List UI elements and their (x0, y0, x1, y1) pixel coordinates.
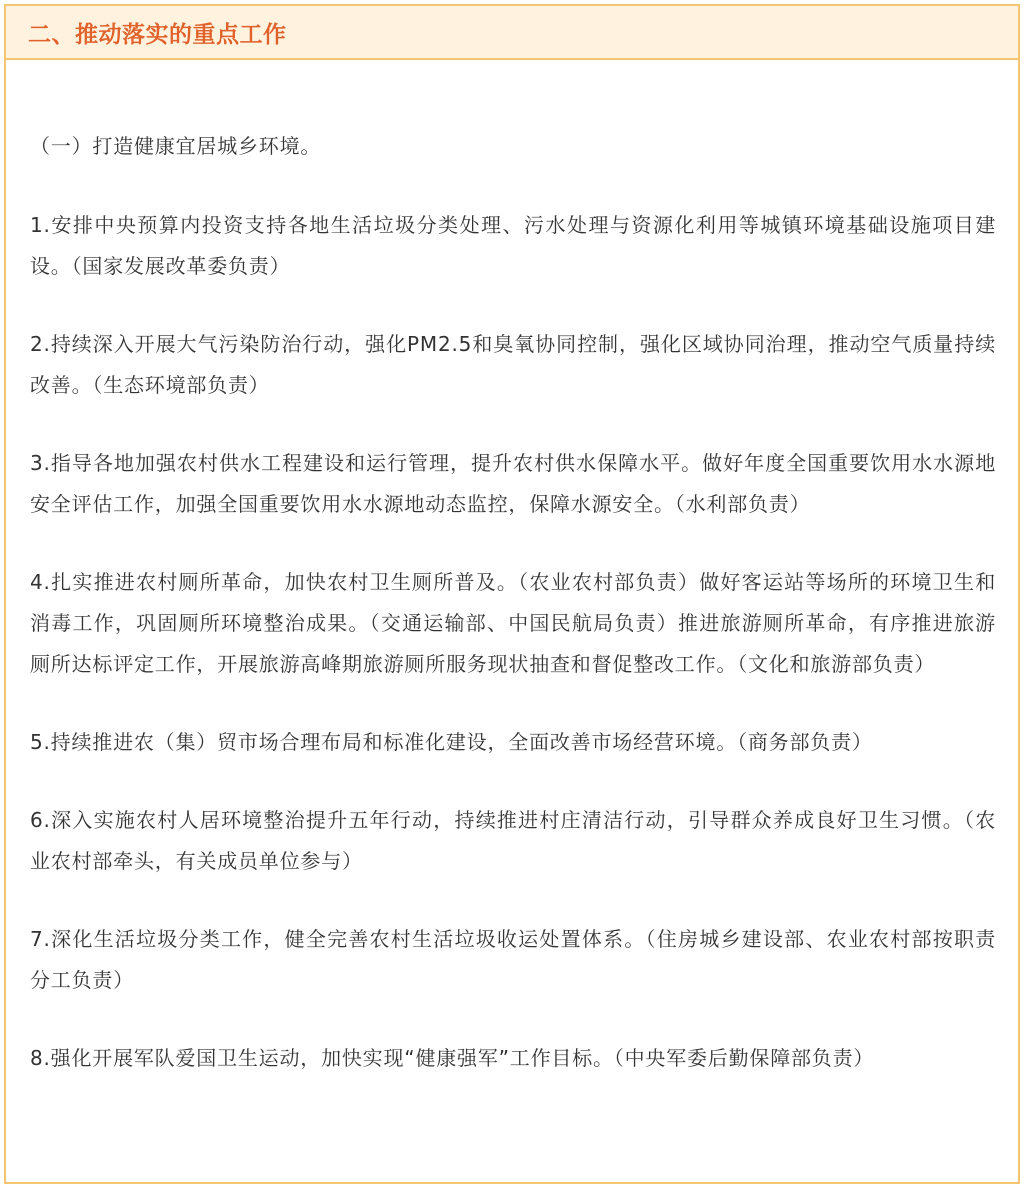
list-item-3: 3.指导各地加强农村供水工程建设和运行管理，提升农村供水保障水平。做好年度全国重要饮用水水源地安全评估工作，加强全国重要饮用水水源地动态监控，保障水源安全。（水利部负责） (30, 451, 996, 516)
section-title: 二、推动落实的重点工作 (28, 21, 287, 48)
list-item-4: 4.扎实推进农村厕所革命，加快农村卫生厕所普及。（农业农村部负责）做好客运站等场所的环境卫生和消毒工作，巩固厕所环境整治成果。（交通运输部、中国民航局负责）推进旅游厕所革命，有序推进旅游厕所达标评定工作，开展旅游高峰期旅游厕所服务现状抽查和督促整改工作。（文化和旅游部负责） (30, 570, 996, 676)
list-item-6: 6.深入实施农村人居环境整治提升五年行动，持续推进村庄清洁行动，引导群众养成良好卫生习惯。（农业农村部牵头，有关成员单位参与） (30, 808, 996, 873)
section-header (6, 6, 1018, 60)
list-item-2: 2.持续深入开展大气污染防治行动，强化PM2.5和臭氧协同控制，强化区域协同治理，推动空气质量持续改善。（生态环境部负责） (30, 332, 996, 397)
list-item-5: 5.持续推进农（集）贸市场合理布局和标准化建设，全面改善市场经营环境。（商务部负责） (30, 730, 873, 754)
list-item-1: 1.安排中央预算内投资支持各地生活垃圾分类处理、污水处理与资源化利用等城镇环境基础设施项目建设。（国家发展改革委负责） (30, 213, 996, 278)
list-item-7: 7.深化生活垃圾分类工作，健全完善农村生活垃圾收运处置体系。（住房城乡建设部、农业农村部按职责分工负责） (30, 927, 996, 992)
article-section-box (4, 4, 1020, 1184)
list-item-8: 8.强化开展军队爱国卫生运动，加快实现“健康强军”工作目标。（中央军委后勤保障部负责） (30, 1046, 875, 1070)
section-content (6, 60, 1018, 1079)
subsection-heading: （一）打造健康宜居城乡环境。 (30, 134, 322, 158)
